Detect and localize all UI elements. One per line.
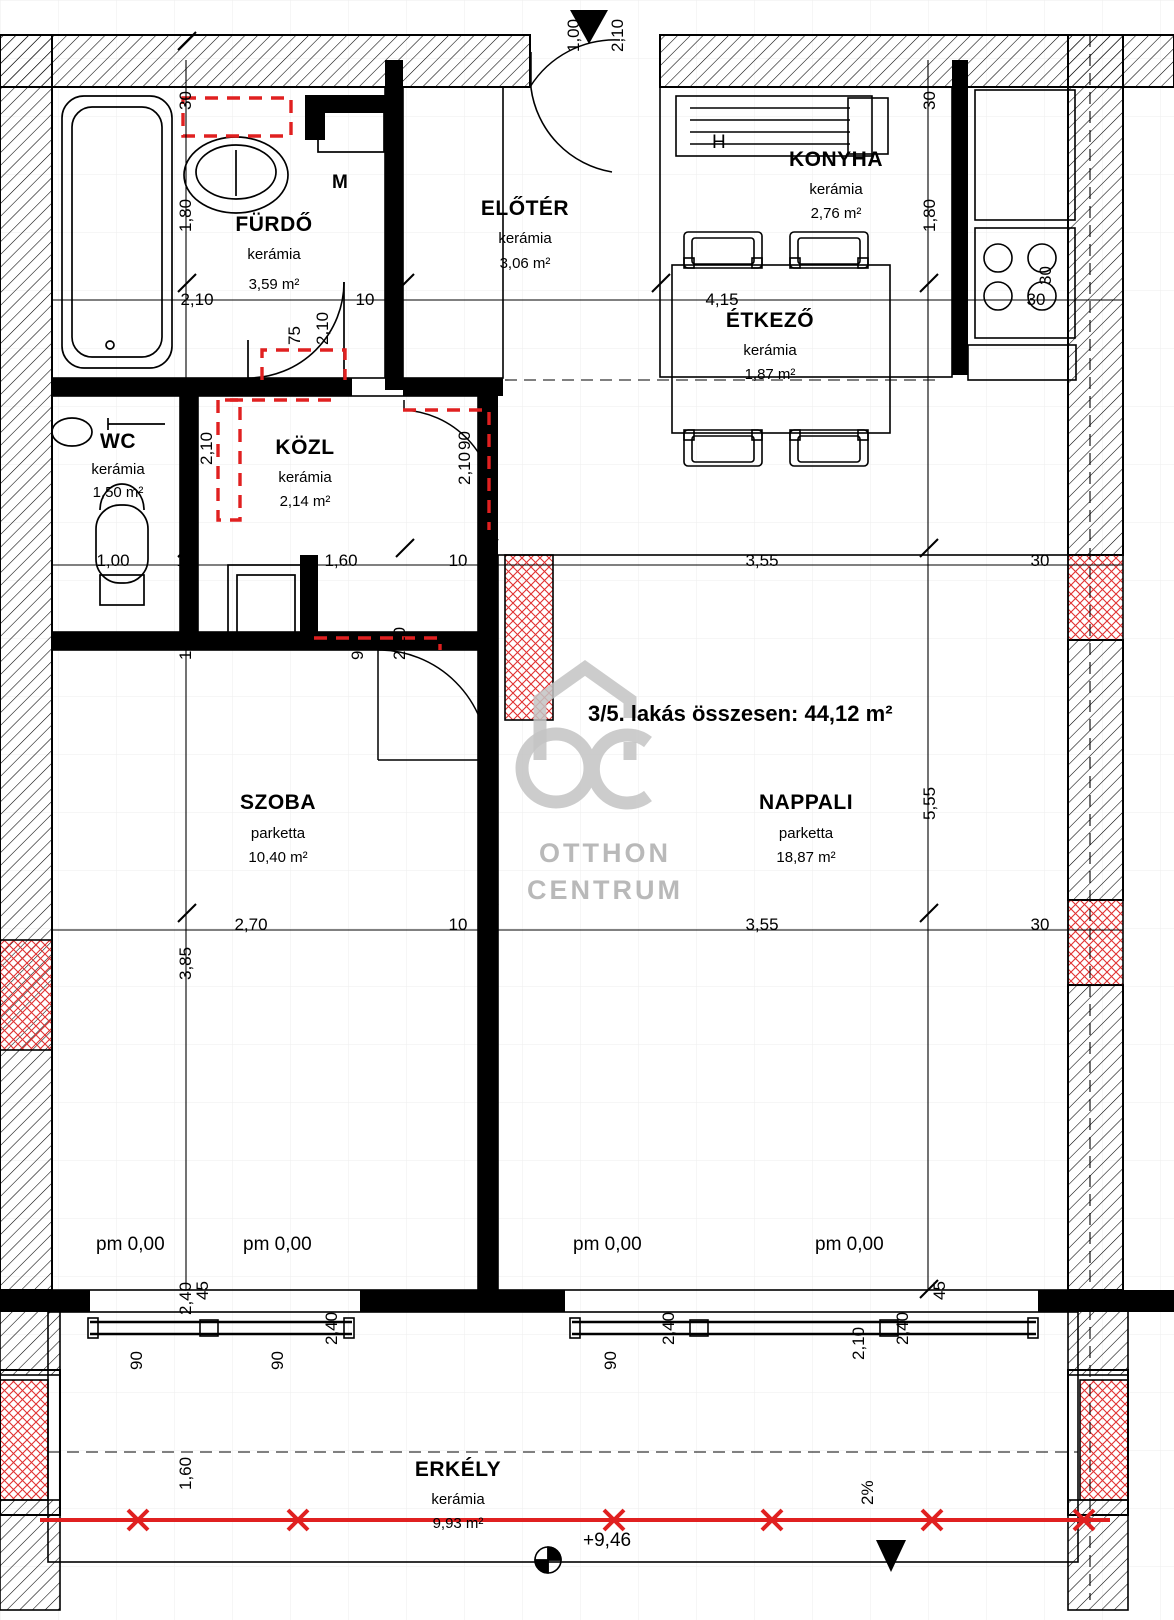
dim-v-18: 90 <box>127 1351 146 1370</box>
dim-v-12: 30 <box>1036 266 1055 285</box>
appliance-marker-h: H <box>712 132 726 153</box>
room-label-etkezo: ÉTKEZŐ <box>725 309 815 332</box>
pm-label-3: pm 0,00 <box>573 1234 642 1255</box>
pm-label-1: pm 0,00 <box>96 1234 165 1255</box>
room-material-nappali: parketta <box>778 825 834 842</box>
watermark-line1: OTTHON <box>539 838 671 868</box>
dim-v-13: 10 <box>176 641 195 660</box>
dim-v-23: 2,40 <box>322 1311 341 1345</box>
dim-v-1: 1,80 <box>176 198 195 232</box>
room-area-szoba: 10,40 m² <box>248 849 308 866</box>
dim-v-25: 2,40 <box>659 1311 678 1345</box>
dim-v-4: 10 <box>176 391 195 410</box>
dim-h-7: 10 <box>448 551 468 570</box>
appliance-marker-m: M <box>332 172 348 193</box>
dim-h-8: 3,55 <box>745 551 779 570</box>
pm-label-2: pm 0,00 <box>243 1234 312 1255</box>
dim-v-27: 2,40 <box>893 1311 912 1345</box>
room-material-konyha: kerámia <box>809 181 863 198</box>
dim-v-7: 1,50 <box>176 456 195 490</box>
dim-h-2: 4,15 <box>705 290 739 309</box>
room-area-etkezo: 1,87 m² <box>744 366 796 383</box>
room-label-nappali: NAPPALI <box>758 791 854 814</box>
dim-h-1: 10 <box>355 290 375 309</box>
room-area-furdo: 3,59 m² <box>248 276 300 293</box>
room-area-wc: 1,50 m² <box>92 484 144 501</box>
dim-v-5: 75 <box>176 421 195 440</box>
dim-v-9: 2,10 <box>455 451 474 485</box>
room-material-etkezo: kerámia <box>743 342 797 359</box>
dim-h-5: 10 <box>176 551 196 570</box>
elevation-label: +9,46 <box>583 1530 632 1551</box>
room-label-wc: WC <box>100 430 136 453</box>
room-label-furdo: FÜRDŐ <box>235 213 313 236</box>
pm-label-4: pm 0,00 <box>815 1234 884 1255</box>
dim-v-14: 90 <box>348 641 367 660</box>
dim-v-22: 90 <box>268 1351 287 1370</box>
dim-v-8: 90 <box>455 431 474 450</box>
dim-v-15: 2,10 <box>390 626 409 660</box>
watermark-line2: CENTRUM <box>527 875 683 905</box>
room-label-konyha: KONYHA <box>788 148 884 171</box>
room-label-eloter: ELŐTÉR <box>480 197 570 220</box>
room-material-wc: kerámia <box>91 461 145 478</box>
dim-h-13: 30 <box>1030 915 1050 934</box>
dim-h-12: 3,55 <box>745 915 779 934</box>
dim-v-2: 75 <box>285 326 304 345</box>
room-area-konyha: 2,76 m² <box>810 205 862 222</box>
slope-label: 2% <box>858 1480 877 1505</box>
dim-v-3: 2,10 <box>313 311 332 345</box>
room-material-kozl: kerámia <box>278 469 332 486</box>
room-area-eloter: 3,06 m² <box>499 255 551 272</box>
dim-v-26: 2,10 <box>849 1326 868 1360</box>
room-label-szoba: SZOBA <box>240 791 316 814</box>
dim-h-10: 2,70 <box>234 915 268 934</box>
dim-top-door-height: 2,10 <box>608 18 627 52</box>
dim-h-11: 10 <box>448 915 468 934</box>
dim-v-28: 45 <box>930 1281 949 1300</box>
room-area-kozl: 2,14 m² <box>279 493 331 510</box>
dim-v-6: 2,10 <box>197 431 216 465</box>
dim-v-11: 1,80 <box>920 198 939 232</box>
dim-h-3: 30 <box>1026 290 1046 309</box>
total-area-title: 3/5. lakás összesen: 44,12 m² <box>588 701 893 726</box>
dim-v-21: 1,60 <box>176 1456 195 1490</box>
dim-v-24: 90 <box>601 1351 620 1370</box>
dim-v-19: 2,40 <box>176 1281 195 1315</box>
dim-v-0: 30 <box>176 91 195 110</box>
room-area-nappali: 18,87 m² <box>776 849 836 866</box>
room-material-furdo: kerámia <box>247 246 301 263</box>
dim-h-6: 1,60 <box>324 551 358 570</box>
dim-v-20: 45 <box>193 1281 212 1300</box>
room-area-erkely: 9,93 m² <box>432 1515 484 1532</box>
dim-v-10: 30 <box>920 91 939 110</box>
room-material-erkely: kerámia <box>431 1491 485 1508</box>
dim-h-4: 1,00 <box>96 551 130 570</box>
dim-h-0: 2,10 <box>180 290 214 309</box>
room-label-kozl: KÖZL <box>275 436 335 459</box>
room-material-eloter: kerámia <box>498 230 552 247</box>
dim-h-9: 30 <box>1030 551 1050 570</box>
dim-v-17: 5,55 <box>920 786 939 820</box>
room-material-szoba: parketta <box>250 825 306 842</box>
room-label-erkely: ERKÉLY <box>414 1458 502 1481</box>
dim-v-16: 3,85 <box>176 946 195 980</box>
dim-top-door-width: 1,00 <box>564 18 583 52</box>
